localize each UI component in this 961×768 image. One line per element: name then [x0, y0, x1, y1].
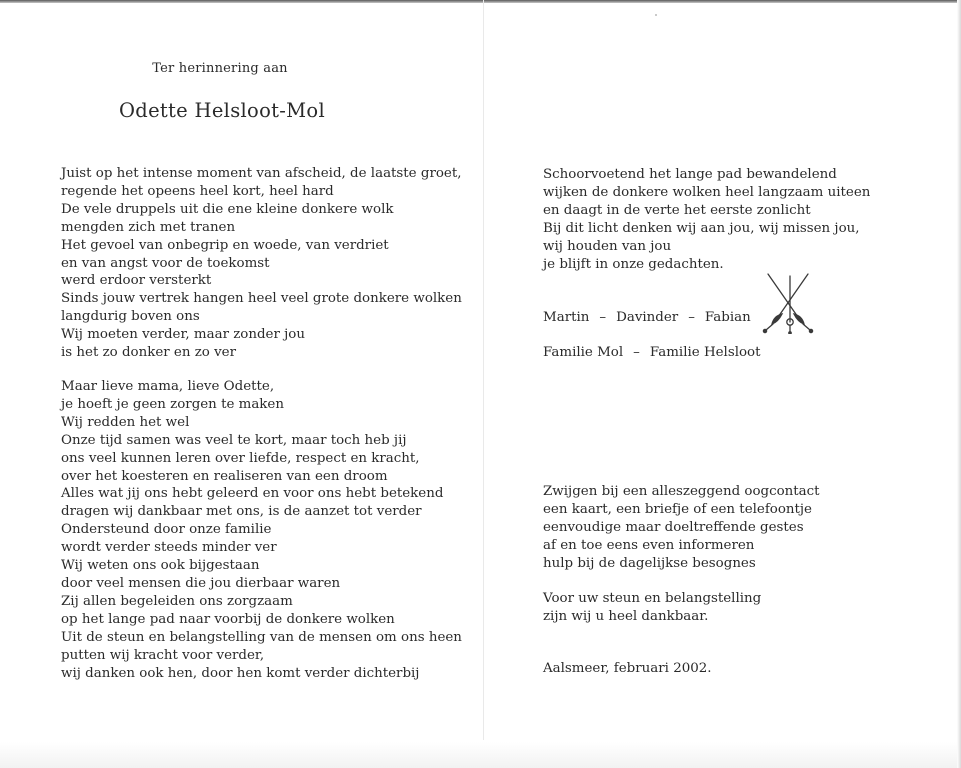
verse-line: langdurig boven ons — [61, 309, 200, 325]
signature-name: Familie Helsloot — [649, 345, 761, 360]
scan-bottom-shadow — [0, 742, 961, 768]
verse-line: wij danken ook hen, door hen komt verder dichterbij — [61, 665, 420, 681]
verse-line: een kaart, een briefje of een telefoontje — [543, 501, 812, 517]
deceased-name: Odette Helsloot-Mol — [119, 99, 325, 122]
verse-line: wij houden van jou — [543, 238, 672, 254]
card-fold-line — [483, 0, 484, 740]
thanks-stanza-1 — [543, 483, 820, 573]
verse-line: je hoeft je geen zorgen te maken — [61, 396, 284, 412]
signature-separator: – — [599, 310, 607, 325]
verse-line: Wij redden het wel — [61, 414, 190, 430]
verse-line: zijn wij u heel dankbaar. — [543, 608, 709, 624]
verse-line: hulp bij de dagelijkse besognes — [543, 555, 756, 571]
verse-line: putten wij kracht voor verder, — [61, 647, 265, 663]
verse-line: Juist op het intense moment van afscheid, de laatste groet, — [61, 166, 462, 181]
poem-stanza-1 — [61, 165, 462, 362]
families-signature — [543, 345, 761, 360]
signature-name: Fabian — [704, 310, 751, 325]
verse-line: wordt verder steeds minder ver — [61, 540, 277, 556]
signature-name: Familie Mol — [543, 345, 624, 360]
thanks-stanza-2 — [543, 590, 761, 626]
verse-line: ons veel kunnen leren over liefde, respect en kracht, — [61, 450, 420, 466]
verse-line: Voor uw steun en belangstelling — [543, 591, 762, 606]
signature-separator: – — [688, 310, 695, 325]
verse-line: werd erdoor versterkt — [61, 273, 212, 289]
signature-name: Davinder — [616, 310, 679, 325]
verse-line: regende het opeens heel kort, heel hard — [61, 183, 334, 199]
verse-line: Zij allen begeleiden ons zorgzaam — [61, 593, 293, 609]
signature-name: Martin — [543, 310, 590, 325]
verse-line: Maar lieve mama, lieve Odette, — [61, 379, 275, 394]
verse-line: Bij dit licht denken wij aan jou, wij missen jou, — [543, 220, 860, 236]
verse-line: Zwijgen bij een alleszeggend oogcontact — [543, 484, 820, 499]
scan-top-edge — [0, 0, 961, 3]
verse-line: en van angst voor de toekomst — [61, 255, 270, 271]
verse-line: Wij moeten verder, maar zonder jou — [61, 327, 305, 343]
place-and-date: Aalsmeer, februari 2002. — [543, 661, 712, 676]
verse-line: af en toe eens even informeren — [543, 537, 755, 553]
verse-line: op het lange pad naar voorbij de donkere wolken — [61, 611, 395, 627]
signature-separator: – — [633, 345, 640, 360]
intro-text: Ter herinnering aan — [152, 61, 288, 76]
verse-line: Het gevoel van onbegrip en woede, van verdriet — [61, 237, 389, 253]
verse-line: De vele druppels uit die ene kleine donkere wolk — [61, 201, 394, 217]
verse-line: eenvoudige maar doeltreffende gestes — [543, 519, 804, 535]
verse-line: wijken de donkere wolken heel langzaam uiteen — [543, 184, 871, 200]
verse-line: en daagt in de verte het eerste zonlicht — [543, 202, 811, 218]
children-signature — [543, 310, 751, 325]
verse-line: mengden zich met tranen — [61, 219, 236, 235]
poem-stanza-3 — [543, 166, 870, 273]
verse-line: Ondersteund door onze familie — [61, 522, 272, 538]
scan-right-edge — [957, 0, 961, 768]
poem-stanza-2 — [61, 378, 462, 682]
verse-line: dragen wij dankbaar met ons, is de aanzet tot verder — [61, 504, 422, 520]
verse-line: Schoorvoetend het lange pad bewandelend — [543, 167, 837, 182]
verse-line: Sinds jouw vertrek hangen heel veel grote donkere wolken — [61, 291, 462, 307]
verse-line: je blijft in onze gedachten. — [543, 256, 724, 272]
verse-line: is het zo donker en zo ver — [61, 345, 236, 361]
crossed-fencing-swords-icon — [760, 272, 816, 334]
paper-speck — [655, 14, 657, 16]
verse-line: door veel mensen die jou dierbaar waren — [61, 575, 341, 591]
verse-line: Onze tijd samen was veel te kort, maar toch heb jij — [61, 432, 407, 448]
verse-line: over het koesteren en realiseren van een droom — [61, 468, 388, 484]
verse-line: Alles wat jij ons hebt geleerd en voor ons hebt betekend — [61, 486, 444, 502]
verse-line: Uit de steun en belangstelling van de mensen om ons heen — [61, 629, 462, 645]
verse-line: Wij weten ons ook bijgestaan — [61, 558, 260, 574]
